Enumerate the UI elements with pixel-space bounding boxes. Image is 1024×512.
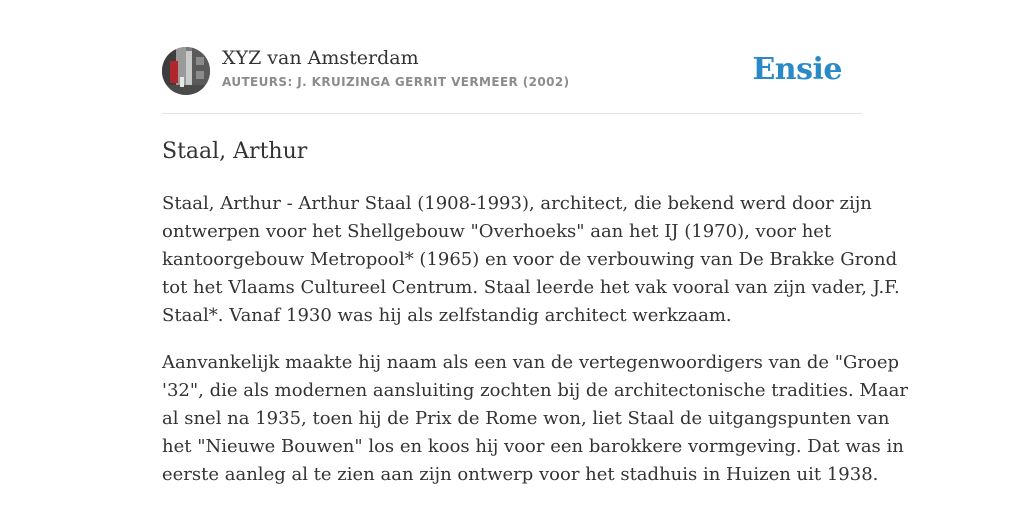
entry-paragraph [162,349,908,489]
book-cover-icon [162,47,210,95]
entry-paragraph [162,190,900,330]
text-line: Staal, Arthur - Arthur Staal (1908-1993), architect, die bekend werd door zijn [162,193,872,214]
text-line: ontwerpen voor het Shellgebouw "Overhoeks" aan het IJ (1970), voor het [162,221,832,242]
book-title[interactable]: XYZ van Amsterdam [222,47,419,69]
book-cover-avatar[interactable] [162,47,210,95]
text-line: eerste aanleg al te zien aan zijn ontwerp voor het stadhuis in Huizen uit 1938. [162,464,879,485]
text-line: kantoorgebouw Metropool* (1965) en voor de verbouwing van De Brakke Grond [162,249,898,270]
book-authors: AUTEURS: J. KRUIZINGA GERRIT VERMEER (2002) [222,75,570,89]
ensie-logo[interactable]: Ensie [752,52,842,87]
header-divider [162,113,862,114]
text-line: Aanvankelijk maakte hij naam als een van de vertegenwoordigers van de "Groep [162,352,899,373]
text-line: tot het Vlaams Cultureel Centrum. Staal leerde het vak vooral van zijn vader, J.F. [162,277,900,298]
text-line: Staal*. Vanaf 1930 was hij als zelfstandig architect werkzaam. [162,305,732,326]
text-line: al snel na 1935, toen hij de Prix de Rome won, liet Staal de uitgangspunten van [162,408,890,429]
text-line: het "Nieuwe Bouwen" los en koos hij voor een barokkere vormgeving. Dat was in [162,436,904,457]
entry-title: Staal, Arthur [162,139,308,164]
book-header [162,46,862,96]
entry-body [162,190,908,508]
text-line: '32", die als modernen aansluiting zochten bij de architectonische tradities. Maar [162,380,908,401]
